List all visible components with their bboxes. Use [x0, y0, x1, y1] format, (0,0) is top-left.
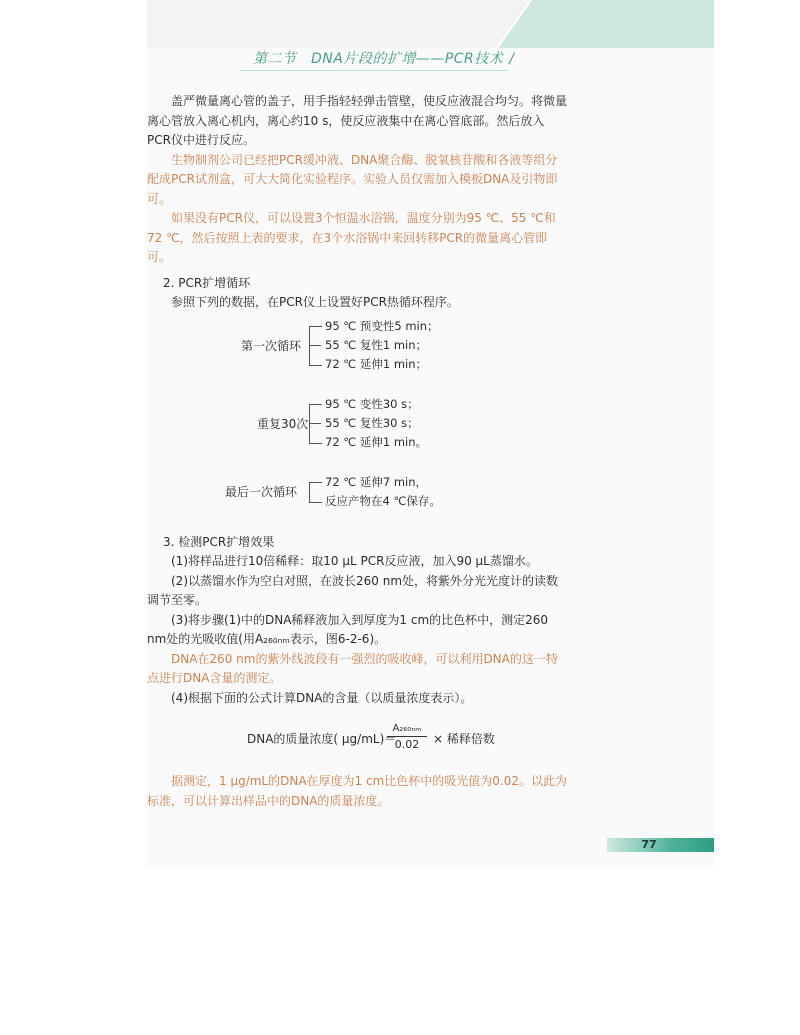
note-water-bath: 如果没有PCR仪，可以设置3个恒温水浴锅，温度分别为95 ℃、55 ℃和72 ℃，然后按照上表的要求，在3个水浴锅中来回转移PCR的微量离心管即可。 — [147, 211, 556, 264]
cycle-final — [147, 473, 567, 515]
cycle-repeat-step-3: 72 ℃ 延伸1 min。 — [325, 434, 428, 449]
chapter-header — [253, 48, 515, 68]
cycle-first-bracket — [309, 326, 322, 366]
cycle-first-steps — [325, 317, 439, 374]
cycle-repeat-bracket — [309, 404, 322, 444]
formula-lhs: DNA的质量浓度( μg/mL)＝ — [247, 732, 397, 746]
chapter-title: 第二节 DNA片段的扩增——PCR技术 — [253, 51, 504, 67]
cycle-final-steps — [325, 473, 441, 511]
step-3: (3)将步骤(1)中的DNA稀释液加入到厚度为1 cm的比色杯中，测定260 nm处的光吸收值(用A₂₆₀ₙₘ表示，图6-2-6)。 — [147, 612, 549, 646]
cycle-final-step-2: 反应产物在4 ℃保存。 — [325, 493, 441, 508]
dna-formula — [247, 722, 567, 756]
cycle-repeat-step-2: 55 ℃ 复性30 s； — [325, 415, 419, 430]
cycle-first-step-3: 72 ℃ 延伸1 min； — [325, 356, 428, 371]
section-2-title: 2. PCR扩增循环 — [163, 275, 251, 290]
header-slash: / — [509, 51, 515, 67]
header-decoration — [147, 0, 714, 48]
cycle-first-label: 第一次循环 — [241, 338, 302, 353]
formula-fraction — [387, 722, 427, 753]
note-absorption: DNA在260 nm的紫外线波段有一强烈的吸收峰，可以利用DNA的这一特点进行DNA含量的测定。 — [147, 651, 558, 685]
formula-numerator: A₂₆₀ₙₘ — [387, 722, 427, 737]
cycle-first-step-2: 55 ℃ 复性1 min； — [325, 337, 428, 352]
cycle-repeat-step-1: 95 ℃ 变性30 s； — [325, 396, 419, 411]
cycle-repeat-bracket-mid — [309, 423, 321, 424]
note-kit: 生物制剂公司已经把PCR缓冲液、DNA聚合酶、脱氧核苷酸和各液等组分配成PCR试剂盒，可大大简化实验程序。实验人员仅需加入模板DNA及引物即可。 — [147, 152, 558, 206]
cycle-first-bracket-mid — [309, 345, 321, 346]
step-2: (2)以蒸馏水作为空白对照，在波长260 nm处，将紫外分光光度计的读数调节至零。 — [147, 573, 559, 607]
paragraph-1: 盖严微量离心管的盖子，用手指轻轻弹击管壁，使反应液混合均匀。将微量离心管放入离心机内，离心约10 s，使反应液集中在离心管底部。然后放入PCR仪中进行反应。 — [147, 94, 568, 147]
formula-rhs: × 稀释倍数 — [433, 732, 495, 746]
cycle-final-step-1: 72 ℃ 延伸7 min， — [325, 474, 428, 489]
cycle-repeat-steps — [325, 395, 427, 452]
step-1: (1)将样品进行10倍稀释：取10 μL PCR反应液，加入90 μL蒸馏水。 — [171, 554, 538, 568]
header-rule — [240, 70, 508, 71]
cycle-final-bracket — [309, 482, 322, 503]
cycle-first — [147, 317, 567, 377]
cycle-first-step-1: 95 ℃ 预变性5 min； — [325, 318, 439, 333]
note-standard: 据测定，1 μg/mL的DNA在厚度为1 cm比色杯中的吸光值为0.02。以此为标准，可以计算出样品中的DNA的质量浓度。 — [147, 774, 568, 808]
cycle-final-label: 最后一次循环 — [225, 484, 298, 499]
formula-denominator: 0.02 — [394, 738, 420, 751]
section-3-title: 3. 检测PCR扩增效果 — [163, 534, 275, 549]
page-number: 77 — [641, 838, 657, 851]
cycle-repeat-label: 重复30次 — [257, 416, 309, 431]
page-content — [147, 92, 567, 811]
section-2-intro: 参照下列的数据，在PCR仪上设置好PCR热循环程序。 — [171, 295, 459, 309]
step-4: (4)根据下面的公式计算DNA的含量（以质量浓度表示）。 — [171, 690, 473, 705]
cycle-repeat — [147, 395, 567, 455]
